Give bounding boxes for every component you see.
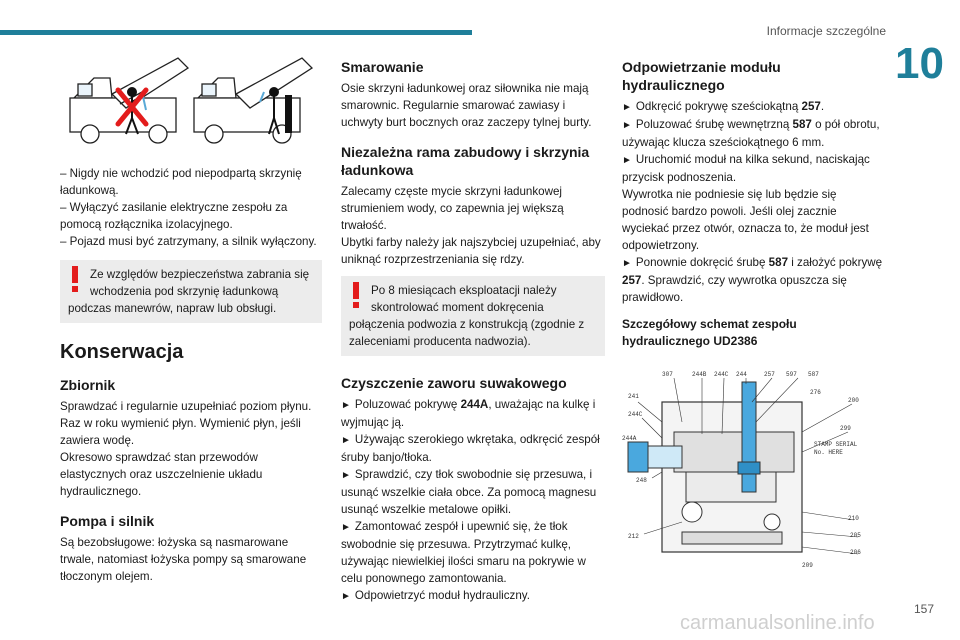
diagram-label: 299 bbox=[840, 425, 851, 432]
safety-bullet-2: – Wyłączyć zasilanie elektryczne zespołu za pomocą rozłącznika izolacyjnego. bbox=[60, 201, 288, 231]
tipper-truck-illustration bbox=[60, 52, 322, 152]
pompa-text: Są bezobsługowe: łożyska są nasmarowane trwale, natomiast łożyska pompy są smarowane tłoczonym olejem. bbox=[60, 536, 307, 583]
diagram-label: 244 bbox=[736, 371, 747, 378]
warning-exclamation-icon bbox=[351, 282, 361, 308]
subsection-odpowietrzanie: Odpowietrzanie modułu hydraulicznego bbox=[622, 59, 781, 93]
rama-text-2: Ubytki farby należy jak najszybciej uzupełniać, aby uniknąć rozprzestrzeniania się rdzy. bbox=[341, 236, 601, 266]
czyszczenie-step-2: ► Używając szerokiego wkrętaka, odkręcić zespół śruby banjo/tłoka. bbox=[341, 433, 600, 464]
diagram-label: 206 bbox=[850, 549, 861, 556]
column-1 bbox=[60, 52, 322, 585]
arrow-bullet-icon: ► bbox=[341, 591, 351, 602]
diagram-label: 209 bbox=[802, 562, 813, 569]
diagram-label: 244C bbox=[714, 371, 729, 378]
subsection-rama: Niezależna rama zabudowy i skrzynia ładunkowa bbox=[341, 144, 590, 178]
rama-text-1: Zalecamy częste mycie skrzyni ładunkowej strumieniem wody, co zapewnia jej większą trwałość. bbox=[341, 185, 564, 232]
diagram-label: STAMP SERIAL bbox=[814, 441, 858, 448]
smarowanie-text: Osie skrzyni ładunkowej oraz siłownika nie mają smarownic. Regularnie smarować zawiasy i uchwyty burt bocznych oraz zaczepy tylnej burty. bbox=[341, 82, 592, 129]
diagram-label: 244A bbox=[622, 435, 637, 442]
subsection-czyszczenie: Czyszczenie zaworu suwakowego bbox=[341, 375, 567, 391]
zbiornik-text-2: Okresowo sprawdzać stan przewodów elastycznych oraz uszczelnienie układu hydraulicznego. bbox=[60, 451, 263, 498]
czyszczenie-step-4: ► Zamontować zespół i upewnić się, że tłok swobodnie się przesuwa. Przytrzymać kulkę, używając niewielkiej ilości smaru na pokrywie w celu ponownego zamontowania. bbox=[341, 520, 586, 585]
diagram-label: 276 bbox=[810, 389, 821, 396]
diagram-label: 205 bbox=[850, 532, 861, 539]
page-number: 157 bbox=[913, 602, 934, 616]
warning-1-line1: Ze względów bezpieczeństwa zabrania się wchodzenia pod skrzynię ładunkową bbox=[90, 268, 310, 298]
diagram-label: 210 bbox=[848, 515, 859, 522]
odp-step-4: ► Ponownie dokręcić śrubę 587 i założyć pokrywę 257. Sprawdzić, czy wywrotka opuszcza się prawidłowo. bbox=[622, 256, 883, 304]
chapter-number: 10 bbox=[895, 39, 944, 88]
subsection-zbiornik: Zbiornik bbox=[60, 377, 116, 393]
czyszczenie-step-5: ► Odpowietrzyć moduł hydrauliczny. bbox=[341, 589, 530, 602]
safety-bullet-1: – Nigdy nie wchodzić pod niepodpartą skrzynię ładunkową. bbox=[60, 167, 302, 197]
section-title-konserwacja: Konserwacja bbox=[60, 341, 184, 363]
odp-step-1: ► Odkręcić pokrywę sześciokątną 257. bbox=[622, 100, 825, 113]
header-accent-bar bbox=[0, 30, 472, 35]
header-title: Informacje szczególne bbox=[766, 24, 886, 38]
arrow-bullet-icon: ► bbox=[341, 435, 351, 446]
arrow-bullet-icon: ► bbox=[622, 258, 632, 269]
warning-2-line2: połączenia podwozia z konstrukcją (zgodnie z zaleceniami producenta nadwozia). bbox=[349, 318, 585, 348]
schemat-title: Szczegółowy schemat zespołu hydraulicznego UD2386 bbox=[622, 317, 797, 348]
subsection-pompa: Pompa i silnik bbox=[60, 513, 155, 529]
diagram-label: 200 bbox=[848, 397, 859, 404]
arrow-bullet-icon: ► bbox=[341, 400, 351, 411]
warning-box-2 bbox=[341, 276, 605, 356]
warning-2-line1: Po 8 miesiącach eksploatacji należy skontrolować moment dokręcenia bbox=[371, 284, 557, 314]
diagram-label: 244B bbox=[692, 371, 707, 378]
warning-box-1 bbox=[60, 260, 322, 323]
diagram-label: 257 bbox=[764, 371, 775, 378]
arrow-bullet-icon: ► bbox=[622, 155, 632, 166]
arrow-bullet-icon: ► bbox=[622, 120, 632, 131]
diagram-label: No. HERE bbox=[814, 449, 843, 456]
odp-step-2: ► Poluzować śrubę wewnętrzną 587 o pół obrotu, używając klucza sześciokątnego 6 mm. bbox=[622, 118, 880, 149]
arrow-bullet-icon: ► bbox=[341, 522, 351, 533]
warning-1-line2: podczas manewrów, napraw lub obsługi. bbox=[68, 302, 277, 315]
diagram-label: 244C bbox=[628, 411, 643, 418]
column-3 bbox=[622, 46, 884, 579]
diagram-label: 212 bbox=[628, 533, 639, 540]
arrow-bullet-icon: ► bbox=[341, 470, 351, 481]
diagram-label: 307 bbox=[662, 371, 673, 378]
subsection-smarowanie: Smarowanie bbox=[341, 59, 424, 75]
column-2 bbox=[341, 46, 605, 605]
zbiornik-text: Sprawdzać i regularnie uzupełniać poziom płynu. Raz w roku wymienić płyn. Wymienić płyn, jeśli zawiera wodę. bbox=[60, 400, 312, 447]
odp-step-3: ► Uruchomić moduł na kilka sekund, naciskając przycisk podnoszenia. bbox=[622, 153, 870, 184]
watermark: carmanualsonline.info bbox=[680, 612, 875, 634]
diagram-label: 241 bbox=[628, 393, 639, 400]
czyszczenie-step-1: ► Poluzować pokrywę 244A, uważając na kulkę i wyjmując ją. bbox=[341, 398, 596, 429]
czyszczenie-step-3: ► Sprawdzić, czy tłok swobodnie się przesuwa, i usunąć wszelkie ciała obce. Za pomocą magnesu usunąć wszelkie metalowe opiłki. bbox=[341, 468, 597, 516]
diagram-label: 248 bbox=[636, 477, 647, 484]
arrow-bullet-icon: ► bbox=[622, 102, 632, 113]
safety-bullet-3: – Pojazd musi być zatrzymany, a silnik wyłączony. bbox=[60, 235, 317, 248]
odp-note: Wywrotka nie podniesie się lub będzie się podnosić bardzo powoli. Jeśli olej zacznie wyciekać przez otwór, oznacza to, że moduł jest odpowietrzony. bbox=[622, 188, 869, 252]
warning-exclamation-icon bbox=[70, 266, 80, 292]
diagram-label: 597 bbox=[786, 371, 797, 378]
hydraulic-unit-diagram bbox=[622, 362, 884, 574]
diagram-label: 587 bbox=[808, 371, 819, 378]
